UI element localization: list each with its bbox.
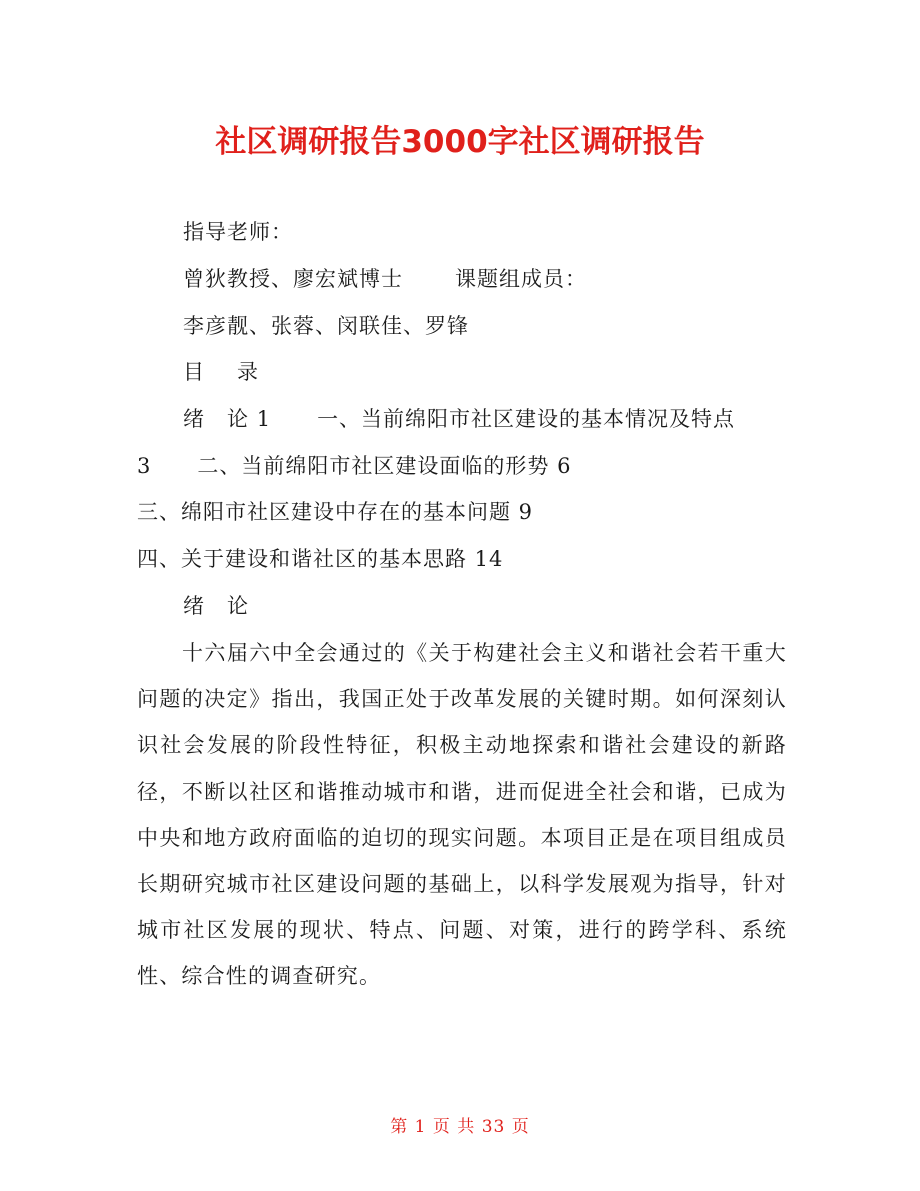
toc-item2-title: 二、当前绵阳市社区建设面临的形势 (197, 454, 550, 478)
toc-line-intro (183, 404, 735, 434)
section-heading: 绪 论 (183, 594, 249, 618)
toc-item1-title: 一、当前绵阳市社区建设的基本情况及特点 (317, 407, 736, 431)
document-title: 社区调研报告3000字社区调研报告 (215, 124, 705, 160)
advisor-members-line (183, 264, 587, 294)
page-footer: 第 1 页 共 33 页 (390, 1117, 530, 1137)
members-text: 李彦靓、张蓉、闵联佳、罗锋 (183, 314, 469, 338)
toc-line-2 (137, 451, 571, 481)
toc-item2-page: 6 (557, 454, 572, 478)
members-label: 课题组成员： (455, 267, 587, 291)
toc-heading: 目 录 (183, 360, 264, 384)
toc-item3: 三、绵阳市社区建设中存在的基本问题 9 (137, 500, 534, 524)
toc-intro-page: 1 (256, 407, 272, 431)
body-paragraph: 十六届六中全会通过的《关于构建社会主义和谐社会若干重大问题的决定》指出，我国正处于改革发展的关键时期。如何深刻认识社会发展的阶段性特征，积极主动地探索和谐社会建设的新路径，不断以社区和谐推动城市和谐，进而促进全社会和谐，已成为中央和地方政府面临的迫切的现实问题。本项目正是在项目组成员长期研究城市社区建设问题的基础上，以科学发展观为指导，针对城市社区发展的现状、特点、问题、对策，进行的跨学科、系统性、综合性的调查研究。 (137, 641, 787, 989)
toc-intro-label: 绪 论 (183, 407, 249, 431)
advisor-label: 指导老师： (183, 220, 293, 244)
advisors-text: 曾狄教授、廖宏斌博士 (183, 267, 403, 291)
toc-item1-page: 3 (137, 454, 152, 478)
toc-item4: 四、关于建设和谐社区的基本思路 14 (137, 547, 504, 571)
